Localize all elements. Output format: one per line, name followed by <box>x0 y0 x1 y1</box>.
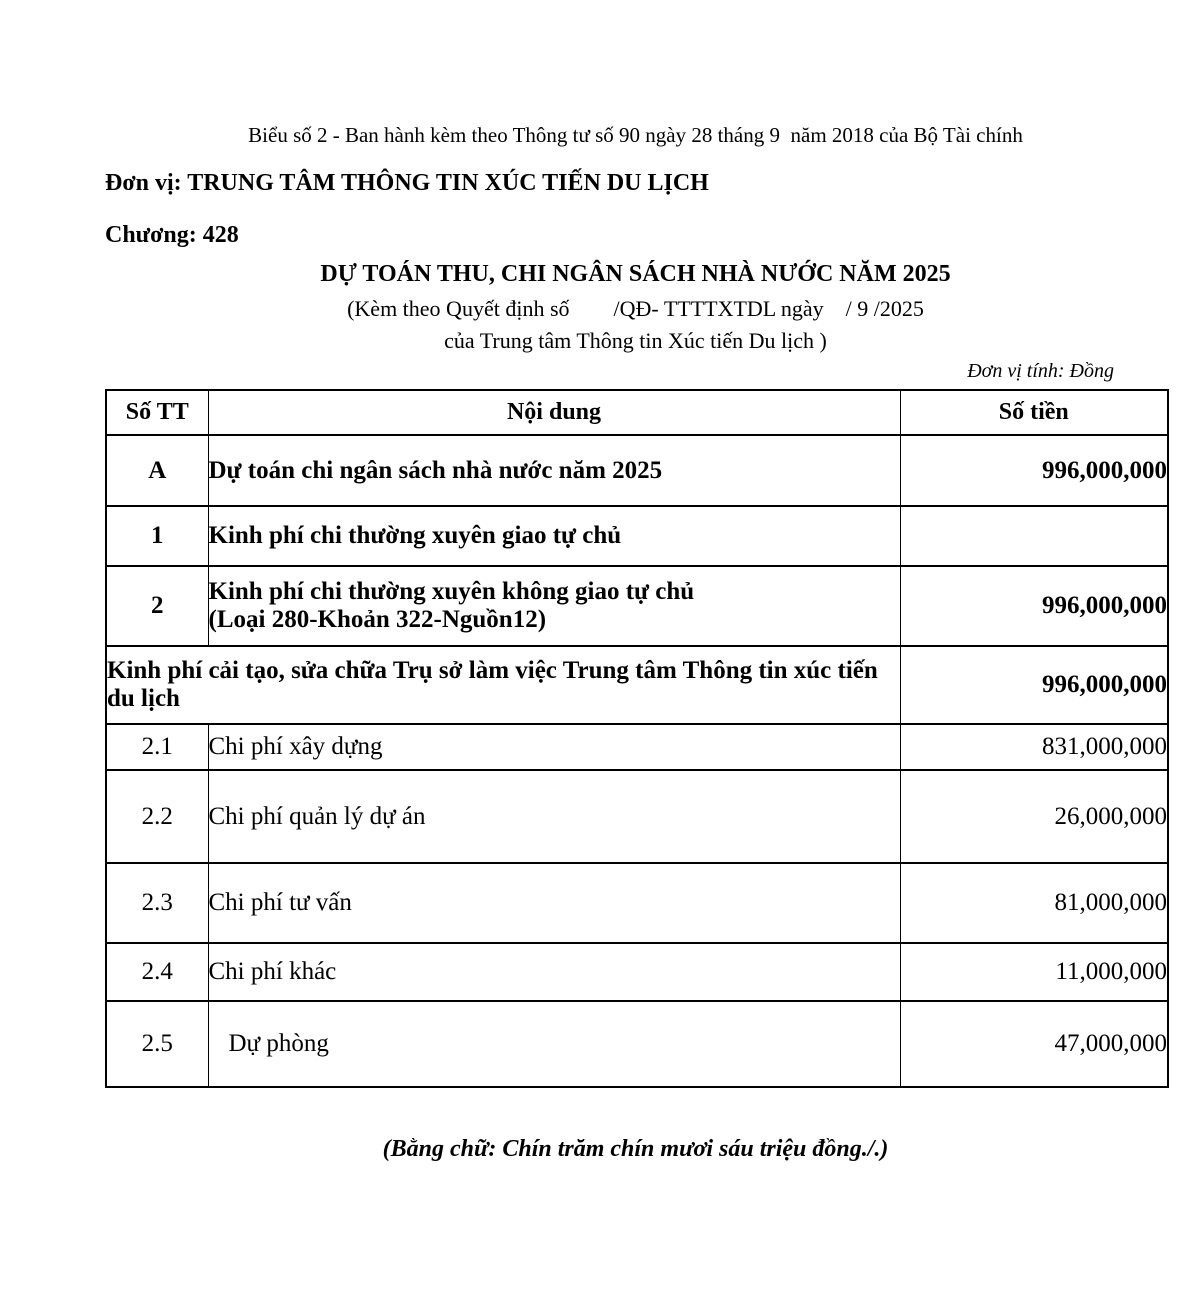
cell-no: 2.5 <box>106 1001 208 1087</box>
chapter-line: Chương: 428 <box>105 222 239 248</box>
cell-content-line2: (Loại 280-Khoản 322-Nguồn12) <box>208 606 547 633</box>
cell-amount: 47,000,000 <box>900 1001 1168 1087</box>
col-header-so-tien: Số tiền <box>900 390 1168 435</box>
cell-no: 2 <box>106 566 208 646</box>
table-row <box>106 566 1168 646</box>
cell-amount: 996,000,000 <box>900 646 1168 724</box>
cell-no: 2.1 <box>106 724 208 770</box>
cell-merged-content: Kinh phí cải tạo, sửa chữa Trụ sở làm việc Trung tâm Thông tin xúc tiến du lịch <box>106 646 900 724</box>
cell-amount: 996,000,000 <box>900 435 1168 506</box>
currency-unit-note: Đơn vị tính: Đồng <box>967 360 1114 382</box>
cell-content: Chi phí khác <box>208 943 900 1001</box>
table-row <box>106 1001 1168 1087</box>
table-row <box>106 506 1168 566</box>
cell-no: 2.3 <box>106 863 208 943</box>
cell-amount: 11,000,000 <box>900 943 1168 1001</box>
table-row <box>106 943 1168 1001</box>
document-subtitle-issuer: của Trung tâm Thông tin Xúc tiến Du lịch ) <box>444 328 827 353</box>
unit-name-line: Đơn vị: TRUNG TÂM THÔNG TIN XÚC TIẾN DU LỊCH <box>105 170 709 196</box>
form-reference-note: Biểu số 2 - Ban hành kèm theo Thông tư số 90 ngày 28 tháng 9 năm 2018 của Bộ Tài chính <box>248 123 1023 147</box>
cell-content: Chi phí xây dựng <box>208 724 900 770</box>
table-header-row <box>106 390 1168 435</box>
cell-content: Dự toán chi ngân sách nhà nước năm 2025 <box>208 435 900 506</box>
budget-table <box>105 389 1169 1088</box>
table-row-merged <box>106 646 1168 724</box>
cell-content-line1: Kinh phí chi thường xuyên không giao tự chủ <box>208 578 695 605</box>
cell-content: Dự phòng <box>208 1001 900 1087</box>
cell-amount: 831,000,000 <box>900 724 1168 770</box>
cell-no: 2.4 <box>106 943 208 1001</box>
col-header-so-tt: Số TT <box>106 390 208 435</box>
cell-no: 1 <box>106 506 208 566</box>
cell-amount: 996,000,000 <box>900 566 1168 646</box>
cell-content: Chi phí tư vấn <box>208 863 900 943</box>
cell-content: Kinh phí chi thường xuyên giao tự chủ <box>208 506 900 566</box>
cell-no: 2.2 <box>106 770 208 863</box>
amount-in-words: (Bằng chữ: Chín trăm chín mươi sáu triệu đồng./.) <box>382 1136 889 1162</box>
cell-no: A <box>106 435 208 506</box>
cell-amount: 81,000,000 <box>900 863 1168 943</box>
table-row <box>106 770 1168 863</box>
col-header-noi-dung: Nội dung <box>208 390 900 435</box>
document-subtitle-decision: (Kèm theo Quyết định số /QĐ- TTTTXTDL ngày / 9 /2025 <box>347 296 924 321</box>
document-title: DỰ TOÁN THU, CHI NGÂN SÁCH NHÀ NƯỚC NĂM 2025 <box>320 261 951 287</box>
cell-amount <box>900 506 1168 566</box>
table-row <box>106 863 1168 943</box>
table-row <box>106 435 1168 506</box>
cell-amount: 26,000,000 <box>900 770 1168 863</box>
cell-content <box>208 566 900 646</box>
table-row <box>106 724 1168 770</box>
cell-content: Chi phí quản lý dự án <box>208 770 900 863</box>
